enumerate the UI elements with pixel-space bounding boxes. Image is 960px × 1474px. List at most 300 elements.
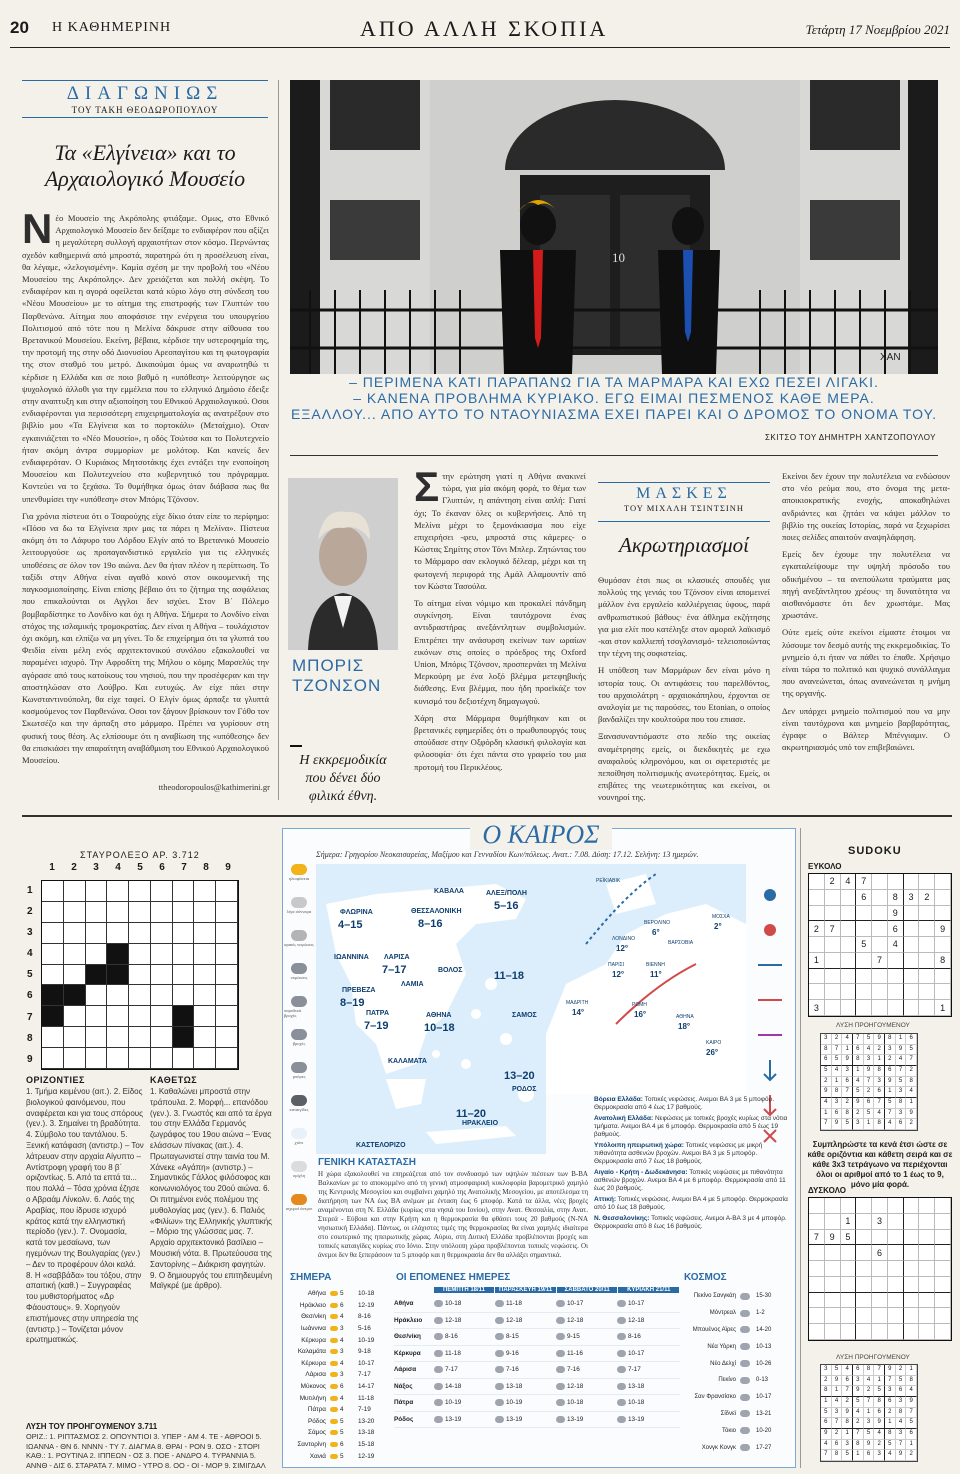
crossword-cell[interactable] <box>107 1027 129 1048</box>
crossword-cell[interactable] <box>151 881 173 902</box>
sudoku-cell[interactable] <box>935 937 951 953</box>
sudoku-cell[interactable]: 6 <box>872 1245 888 1261</box>
sudoku-cell[interactable] <box>935 1324 951 1340</box>
column-author: ΤΟΥ ΤΑΚΗ ΘΕΟΔΩΡΟΠΟΥΛΟΥ <box>71 105 219 115</box>
sudoku-cell[interactable] <box>841 1000 857 1016</box>
sudoku-cell[interactable] <box>841 906 857 922</box>
city-name: Τόκιο <box>721 1427 736 1434</box>
sudoku-cell[interactable]: 2 <box>809 921 825 937</box>
sudoku-cell[interactable] <box>856 1308 872 1324</box>
sudoku-cell[interactable] <box>825 984 841 1000</box>
crossword-cell[interactable] <box>42 965 64 986</box>
sudoku-cell[interactable] <box>872 1293 888 1309</box>
sudoku-cell[interactable] <box>872 984 888 1000</box>
sudoku-cell[interactable]: 3 <box>872 1214 888 1230</box>
sudoku-cell[interactable]: 5 <box>841 1230 857 1246</box>
sudoku-cell[interactable] <box>888 969 904 985</box>
solution-cell: 4 <box>885 1119 896 1130</box>
sudoku-cell[interactable] <box>919 1245 935 1261</box>
solution-cell: 7 <box>896 1440 907 1451</box>
sudoku-cell[interactable] <box>872 1198 888 1214</box>
sudoku-cell[interactable] <box>904 984 920 1000</box>
europe-city: ΒΕΡΟΛΙΝΟ <box>644 920 671 926</box>
crossword-cell[interactable] <box>42 944 64 965</box>
crossword-cell[interactable] <box>42 902 64 923</box>
weather-icon <box>617 1383 626 1390</box>
sudoku-cell[interactable] <box>825 1198 841 1214</box>
sudoku-cell[interactable] <box>888 953 904 969</box>
solution-cell: 9 <box>832 1376 843 1387</box>
crossword-cell[interactable] <box>42 1027 64 1048</box>
crossword-cell[interactable] <box>129 965 151 986</box>
temperature-range: 15-30 <box>756 1293 772 1300</box>
section-divider <box>22 815 952 817</box>
crossword-cell[interactable] <box>194 985 216 1006</box>
city-name: Πάτρα <box>394 1399 414 1407</box>
crossword-cell[interactable] <box>151 902 173 923</box>
sudoku-cell[interactable] <box>935 1277 951 1293</box>
sudoku-cell[interactable] <box>888 1277 904 1293</box>
sudoku-cell[interactable] <box>919 937 935 953</box>
solution-cell: 3 <box>896 1087 907 1098</box>
article-headline: Τα «Ελγίνεια» και το Αρχαιολογικό Μουσείο <box>44 140 246 191</box>
crossword-cell[interactable] <box>216 1027 238 1048</box>
solution-cell: 4 <box>821 1098 832 1109</box>
crossword-solution: ΟΡΙΖ.: 1. ΡΙΠΤΑΣΜΟΣ 2. ΟΠΟΥΝΤΙΟΙ 3. ΥΠΕΡ - ΑΜ 4. ΤΕ - ΑΘΡΟΟΙ 5. ΙΩΑΝΝΑ - ΘΝ 6. ΝΝΝΝ - ΤΥ 7. ΔΙΑΓΜΑ 8. ΘΡΑΙ - ΡΟΝ 9. ΟΣΟ - ΣΤΟΡΙ ΚΑΘ.: 1. ΡΟΥΤΙΝΑ 2. ΙΠΠΕΩΝ - ΟΣ 3. ΠΟΕ - ΑΝΔΡΟ 4. ΤΥΡΑΝΝΙΑ 5. ΑΝΝΘ - ΔΙΣ 6. ΣΤΑΡΑΤΑ 7. ΜΙΜΟ - ΥΤΡΟ 8. ΟΟ - ΟΙ - ΜΟΡ 9. ΣΙΜΙΓΔΑΛ <box>26 1432 266 1470</box>
sudoku-cell[interactable] <box>935 874 951 890</box>
crossword-cell[interactable] <box>64 1027 86 1048</box>
sudoku-cell[interactable] <box>919 921 935 937</box>
sudoku-cell[interactable]: 1 <box>935 1000 951 1016</box>
crossword-cell[interactable] <box>216 923 238 944</box>
crossword-cell[interactable] <box>151 923 173 944</box>
today-row <box>290 1346 390 1358</box>
sudoku-cell[interactable] <box>809 874 825 890</box>
crossword-cell[interactable] <box>194 902 216 923</box>
sudoku-cell[interactable] <box>919 1277 935 1293</box>
sudoku-cell[interactable] <box>919 1261 935 1277</box>
sudoku-cell[interactable] <box>809 1261 825 1277</box>
crossword-cell[interactable] <box>151 985 173 1006</box>
crossword-cell[interactable] <box>86 902 108 923</box>
sudoku-cell[interactable] <box>809 1214 825 1230</box>
sudoku-cell[interactable] <box>825 953 841 969</box>
sudoku-cell[interactable] <box>904 953 920 969</box>
weather-icon <box>330 1349 338 1354</box>
sudoku-cell[interactable]: 9 <box>935 921 951 937</box>
crossword-cell[interactable] <box>173 944 195 965</box>
sudoku-cell[interactable] <box>935 1245 951 1261</box>
region-forecast: Υπόλοιπη ηπειρωτική χώρα: Τοπικές νεφώσεις με μικρή πιθανότητα ασθενών βροχών. Ανεμοι ΒΑ 3 με 5 μποφόρ. Θερμοκρασία από 7 έως 18 βαθμούς. <box>594 1142 763 1165</box>
crossword-cell[interactable] <box>216 1048 238 1069</box>
sudoku-cell[interactable] <box>872 1324 888 1340</box>
wind-force: 3 <box>340 1348 344 1356</box>
map-city: ΑΛΕΞ/ΠΟΛΗ <box>486 890 527 897</box>
sudoku-cell[interactable]: 3 <box>904 890 920 906</box>
crossword-cell[interactable] <box>86 944 108 965</box>
crossword-cell[interactable] <box>194 1006 216 1027</box>
map-city: ΘΕΣΣΑΛΟΝΙΚΗ <box>411 908 462 915</box>
temperature-range: 13-19 <box>628 1415 645 1423</box>
sudoku-cell[interactable] <box>841 1261 857 1277</box>
weather-icon <box>434 1300 443 1307</box>
crossword-cell[interactable] <box>151 1027 173 1048</box>
sudoku-cell[interactable] <box>809 1293 825 1309</box>
crossword-cell[interactable] <box>216 881 238 902</box>
sudoku-cell[interactable] <box>825 1214 841 1230</box>
sudoku-cell[interactable] <box>809 1308 825 1324</box>
crossword-cell[interactable] <box>151 1006 173 1027</box>
sudoku-cell[interactable] <box>935 969 951 985</box>
crossword-cell[interactable] <box>129 985 151 1006</box>
sudoku-cell[interactable] <box>841 937 857 953</box>
sudoku-cell[interactable] <box>904 1261 920 1277</box>
sudoku-cell[interactable] <box>919 969 935 985</box>
crossword-cell[interactable] <box>194 881 216 902</box>
crossword-cell[interactable] <box>107 881 129 902</box>
sudoku-cell[interactable] <box>825 1324 841 1340</box>
crossword-cell[interactable] <box>42 881 64 902</box>
crossword-cell[interactable] <box>107 902 129 923</box>
weather-icon <box>330 1419 338 1424</box>
sudoku-cell[interactable] <box>841 969 857 985</box>
sudoku-hard-grid[interactable] <box>808 1197 952 1341</box>
sudoku-cell[interactable] <box>825 937 841 953</box>
sudoku-cell[interactable] <box>904 874 920 890</box>
sudoku-cell[interactable] <box>809 1277 825 1293</box>
sudoku-cell[interactable] <box>841 921 857 937</box>
sudoku-cell[interactable] <box>935 1230 951 1246</box>
sudoku-cell[interactable] <box>919 906 935 922</box>
sudoku-cell[interactable] <box>825 1245 841 1261</box>
sudoku-cell[interactable] <box>935 1261 951 1277</box>
sudoku-cell[interactable]: 2 <box>919 890 935 906</box>
solution-cell: 6 <box>906 1429 917 1440</box>
sudoku-cell[interactable] <box>856 1293 872 1309</box>
sudoku-cell[interactable] <box>919 874 935 890</box>
crossword-cell[interactable] <box>173 965 195 986</box>
page-number: 20 <box>10 18 29 37</box>
temperature-range: 7-17 <box>358 1371 371 1379</box>
sudoku-cell[interactable] <box>872 1230 888 1246</box>
sudoku-cell[interactable] <box>809 937 825 953</box>
crossword-cell[interactable] <box>42 923 64 944</box>
wind-force: 5 <box>340 1417 344 1425</box>
sudoku-cell[interactable]: 6 <box>888 921 904 937</box>
sudoku-cell[interactable]: 4 <box>841 874 857 890</box>
sudoku-cell[interactable] <box>856 1261 872 1277</box>
sudoku-cell[interactable] <box>825 1261 841 1277</box>
solution-cell: 7 <box>821 1119 832 1130</box>
sudoku-cell[interactable] <box>856 906 872 922</box>
sudoku-cell[interactable] <box>904 1293 920 1309</box>
sudoku-cell[interactable] <box>856 1198 872 1214</box>
column-divider <box>278 80 279 800</box>
sudoku-cell[interactable] <box>904 969 920 985</box>
sudoku-cell[interactable] <box>809 969 825 985</box>
crossword-cell[interactable] <box>173 923 195 944</box>
sudoku-cell[interactable]: 1 <box>841 1214 857 1230</box>
sudoku-cell[interactable] <box>825 1000 841 1016</box>
sudoku-cell[interactable] <box>872 1308 888 1324</box>
sudoku-cell[interactable] <box>825 969 841 985</box>
world-row <box>684 1389 792 1406</box>
sudoku-cell[interactable]: 7 <box>856 874 872 890</box>
crossword-cell[interactable] <box>107 923 129 944</box>
sudoku-cell[interactable] <box>841 1293 857 1309</box>
crossword-cell[interactable] <box>86 881 108 902</box>
sudoku-cell[interactable] <box>904 1000 920 1016</box>
crossword-black-cell <box>173 1006 195 1027</box>
sudoku-cell[interactable] <box>856 984 872 1000</box>
sudoku-cell[interactable]: 8 <box>888 890 904 906</box>
sudoku-cell[interactable] <box>935 984 951 1000</box>
sudoku-cell[interactable] <box>935 1293 951 1309</box>
sudoku-cell[interactable] <box>841 890 857 906</box>
sudoku-cell[interactable]: 9 <box>888 906 904 922</box>
temperature-range: 9-16 <box>506 1349 519 1357</box>
solution-cell: 1 <box>864 1408 875 1419</box>
sudoku-cell[interactable] <box>856 1230 872 1246</box>
sudoku-cell[interactable] <box>904 1245 920 1261</box>
crossword-cell[interactable] <box>129 944 151 965</box>
sudoku-cell[interactable] <box>904 1214 920 1230</box>
crossword-cell[interactable] <box>86 985 108 1006</box>
sudoku-cell[interactable] <box>872 921 888 937</box>
sudoku-cell[interactable] <box>856 969 872 985</box>
sudoku-cell[interactable] <box>904 1324 920 1340</box>
author-email[interactable]: ttheodoropoulos@kathimerini.gr <box>158 782 270 792</box>
sudoku-cell[interactable]: 6 <box>856 890 872 906</box>
sudoku-cell[interactable] <box>809 1245 825 1261</box>
sudoku-cell[interactable] <box>888 1261 904 1277</box>
crossword-cell[interactable] <box>194 944 216 965</box>
crossword-cell[interactable] <box>64 902 86 923</box>
crossword-cell[interactable] <box>129 902 151 923</box>
solution-cell: 1 <box>885 1418 896 1429</box>
crossword-cell[interactable] <box>86 1027 108 1048</box>
paragraph: Θυμόσαν έτσι πως οι κλασικές σπουδές για πολλούς της γενιάς του Τζόνσον είναι απομεινεί μάλλον ένα εργαλείο καλλιέργειας ύφους, παρά ανθρωπιστικού βάθους· ένα άθλημα εκζήτησης για μια ελίτ που κατέληξε στον αμοραλ λαϊκισμό -και στον καλλιεπή τσογλανισμό- τελειοποιώντας την τέχνη της σοφιστείας. <box>598 575 770 659</box>
sudoku-cell[interactable] <box>841 1308 857 1324</box>
crossword-cell[interactable] <box>64 1006 86 1027</box>
sudoku-cell[interactable] <box>841 953 857 969</box>
sudoku-cell[interactable] <box>872 969 888 985</box>
accent-rule <box>290 745 302 747</box>
crossword-cell[interactable] <box>64 944 86 965</box>
crossword-cell[interactable] <box>151 965 173 986</box>
city-name: Καλαμάτα <box>297 1348 326 1356</box>
sudoku-cell[interactable] <box>872 874 888 890</box>
crossword-cell[interactable] <box>173 985 195 1006</box>
crossword-cell[interactable] <box>64 881 86 902</box>
crossword-cell[interactable] <box>151 944 173 965</box>
crossword-grid[interactable] <box>41 880 239 1070</box>
column-number: 7 <box>181 862 187 873</box>
crossword-cell[interactable] <box>173 881 195 902</box>
sudoku-cell[interactable] <box>872 1277 888 1293</box>
crossword-cell[interactable] <box>216 902 238 923</box>
solution-cell: 1 <box>832 1077 843 1088</box>
sudoku-cell[interactable] <box>888 1245 904 1261</box>
sudoku-cell[interactable]: 2 <box>825 874 841 890</box>
sudoku-cell[interactable] <box>872 1261 888 1277</box>
sudoku-cell[interactable]: 7 <box>872 953 888 969</box>
sudoku-cell[interactable]: 4 <box>888 937 904 953</box>
crossword-cell[interactable] <box>151 1048 173 1069</box>
crossword-cell[interactable] <box>194 965 216 986</box>
crossword-cell[interactable] <box>64 965 86 986</box>
crossword-cell[interactable] <box>216 985 238 1006</box>
sudoku-cell[interactable] <box>919 1293 935 1309</box>
weather-icon <box>495 1317 504 1324</box>
sudoku-cell[interactable] <box>809 906 825 922</box>
crossword-cell[interactable] <box>194 923 216 944</box>
sudoku-cell[interactable] <box>856 1277 872 1293</box>
sudoku-cell[interactable] <box>919 1000 935 1016</box>
previous-solution-title: ΛΥΣΗ ΠΡΟΗΓΟΥΜΕΝΟΥ <box>836 1354 910 1361</box>
crossword-cell[interactable] <box>173 902 195 923</box>
crossword-cell[interactable] <box>107 1006 129 1027</box>
solution-cell: 3 <box>832 1098 843 1109</box>
sudoku-cell[interactable] <box>888 1324 904 1340</box>
sudoku-cell[interactable] <box>919 1308 935 1324</box>
europe-city: ΒΑΡΣΟΒΙΑ <box>668 940 694 946</box>
sudoku-cell[interactable] <box>872 1000 888 1016</box>
sudoku-cell[interactable] <box>904 906 920 922</box>
crossword-cell[interactable] <box>86 923 108 944</box>
sudoku-cell[interactable] <box>888 1000 904 1016</box>
solution-cell: 3 <box>896 1397 907 1408</box>
sudoku-cell[interactable] <box>888 874 904 890</box>
sudoku-cell[interactable] <box>904 1308 920 1324</box>
sudoku-cell[interactable] <box>809 1324 825 1340</box>
sudoku-cell[interactable] <box>919 1324 935 1340</box>
solution-cell: 4 <box>896 1418 907 1429</box>
crossword-cell[interactable] <box>129 1006 151 1027</box>
crossword-cell[interactable] <box>216 944 238 965</box>
solution-cell: 7 <box>874 1365 885 1376</box>
world-row <box>684 1372 792 1389</box>
crossword-cell[interactable] <box>129 1027 151 1048</box>
sudoku-cell[interactable] <box>935 1214 951 1230</box>
sudoku-cell[interactable] <box>841 984 857 1000</box>
map-temp: 7–17 <box>382 964 407 976</box>
sudoku-cell[interactable] <box>841 1324 857 1340</box>
crossword-cell[interactable] <box>107 985 129 1006</box>
sudoku-cell[interactable] <box>841 1277 857 1293</box>
sudoku-cell[interactable]: 7 <box>809 1230 825 1246</box>
sudoku-cell[interactable] <box>888 1308 904 1324</box>
sudoku-cell[interactable] <box>872 890 888 906</box>
sudoku-cell[interactable] <box>809 1198 825 1214</box>
sudoku-cell[interactable] <box>888 1214 904 1230</box>
sudoku-easy-grid[interactable] <box>808 873 952 1017</box>
sudoku-cell[interactable] <box>935 1308 951 1324</box>
sudoku-cell[interactable] <box>919 953 935 969</box>
sudoku-cell[interactable] <box>888 1230 904 1246</box>
crossword-cell[interactable] <box>86 1048 108 1069</box>
sudoku-cell[interactable] <box>856 953 872 969</box>
sudoku-cell[interactable] <box>825 890 841 906</box>
sudoku-cell[interactable] <box>935 906 951 922</box>
sudoku-cell[interactable] <box>904 1277 920 1293</box>
sudoku-cell[interactable]: 9 <box>825 1230 841 1246</box>
sudoku-cell[interactable] <box>872 906 888 922</box>
solution-cell: 2 <box>906 1450 917 1461</box>
crossword-cell[interactable] <box>129 1048 151 1069</box>
sudoku-cell[interactable] <box>809 984 825 1000</box>
sudoku-cell[interactable]: 7 <box>825 921 841 937</box>
temperature-range: 7-19 <box>358 1406 371 1414</box>
forecast-row <box>394 1329 680 1346</box>
sudoku-cell[interactable] <box>841 1245 857 1261</box>
crossword-cell[interactable] <box>173 1048 195 1069</box>
sudoku-cell[interactable]: 1 <box>809 953 825 969</box>
map-city: ΣΑΜΟΣ <box>512 1012 537 1019</box>
sudoku-cell[interactable] <box>809 890 825 906</box>
crossword-cell[interactable] <box>42 1048 64 1069</box>
forecast-row <box>394 1362 680 1379</box>
sudoku-cell[interactable]: 8 <box>935 953 951 969</box>
crossword-cell[interactable] <box>129 881 151 902</box>
sudoku-cell[interactable] <box>856 1245 872 1261</box>
sudoku-cell[interactable] <box>919 1214 935 1230</box>
sudoku-cell[interactable] <box>856 1214 872 1230</box>
sudoku-cell[interactable] <box>872 937 888 953</box>
sudoku-cell[interactable] <box>841 1198 857 1214</box>
crossword-cell[interactable] <box>129 923 151 944</box>
sudoku-cell[interactable] <box>825 1293 841 1309</box>
sudoku-cell[interactable] <box>935 1198 951 1214</box>
sudoku-cell[interactable] <box>825 906 841 922</box>
sudoku-cell[interactable] <box>856 921 872 937</box>
section-title: ΑΠΟ ΑΛΛΗ ΣΚΟΠΙΑ <box>360 16 609 41</box>
sudoku-cell[interactable] <box>888 1293 904 1309</box>
weather-icon <box>617 1366 626 1373</box>
sudoku-cell[interactable]: 3 <box>809 1000 825 1016</box>
sudoku-cell[interactable] <box>904 937 920 953</box>
crossword-cell[interactable] <box>107 1048 129 1069</box>
weather-icon <box>617 1317 626 1324</box>
sudoku-cell[interactable] <box>919 1230 935 1246</box>
sudoku-cell[interactable] <box>904 1230 920 1246</box>
solution-cell: 7 <box>832 1045 843 1056</box>
sudoku-cell[interactable] <box>935 890 951 906</box>
sudoku-cell[interactable] <box>856 1324 872 1340</box>
sudoku-cell[interactable] <box>919 984 935 1000</box>
map-temp: 7–19 <box>364 1020 389 1032</box>
sudoku-cell[interactable] <box>856 1000 872 1016</box>
crossword-cell[interactable] <box>64 1048 86 1069</box>
sudoku-cell[interactable] <box>888 1198 904 1214</box>
weather-icon <box>330 1407 338 1412</box>
sudoku-cell[interactable] <box>904 921 920 937</box>
crossword-cell[interactable] <box>194 1027 216 1048</box>
crossword-cell[interactable] <box>64 923 86 944</box>
city-name: Σαν Φρανσίσκο <box>694 1394 736 1401</box>
sudoku-cell[interactable] <box>888 984 904 1000</box>
sudoku-cell[interactable] <box>825 1277 841 1293</box>
solution-cell: 7 <box>821 1450 832 1461</box>
crossword-cell[interactable] <box>86 1006 108 1027</box>
crossword-cell[interactable] <box>216 965 238 986</box>
sudoku-cell[interactable] <box>825 1308 841 1324</box>
crossword-cell[interactable] <box>194 1048 216 1069</box>
crossword-cell[interactable] <box>216 1006 238 1027</box>
sudoku-cell[interactable] <box>904 1198 920 1214</box>
sudoku-cell[interactable] <box>919 1198 935 1214</box>
sudoku-cell[interactable]: 5 <box>856 937 872 953</box>
